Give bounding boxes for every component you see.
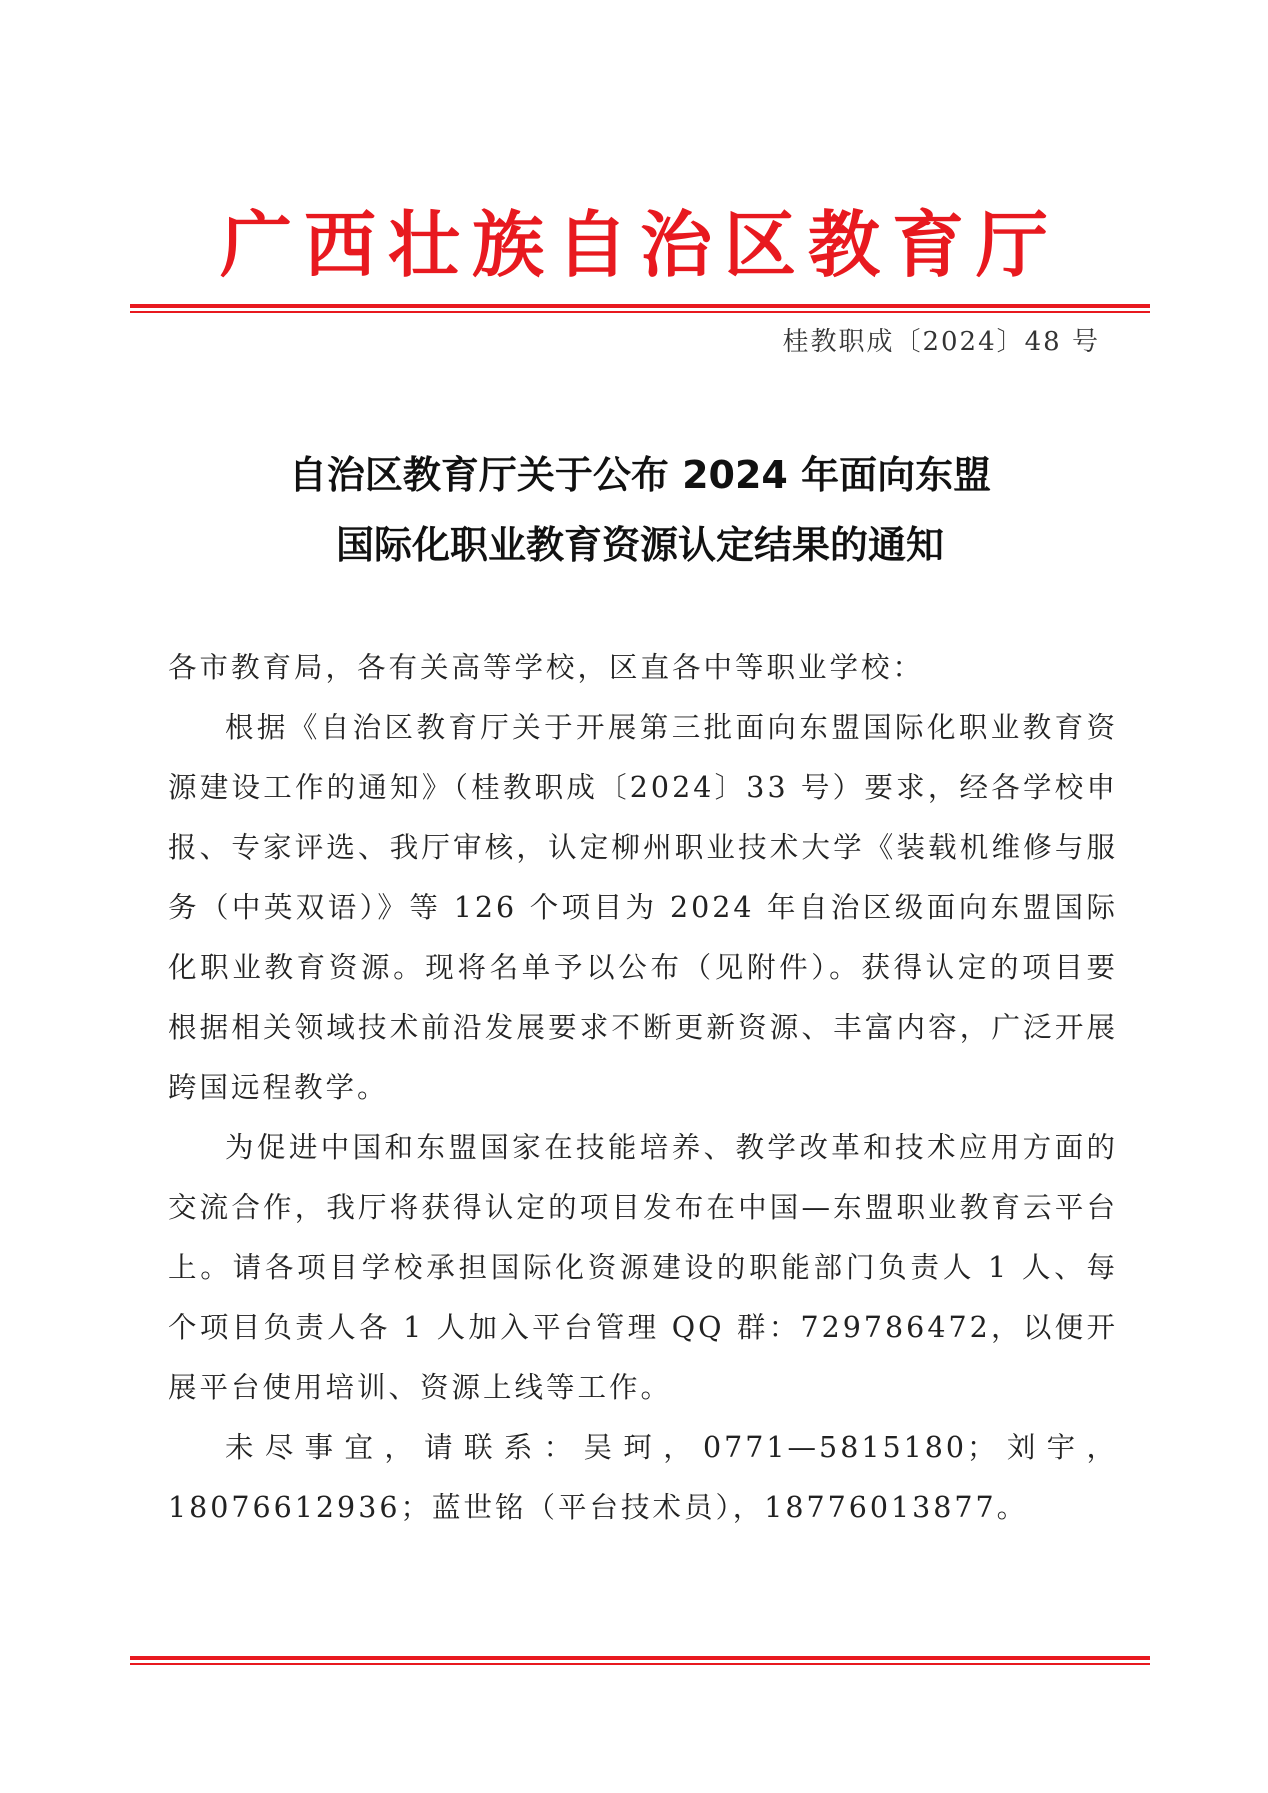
body-paragraph-3: 未尽事宜，请联系：吴珂，0771—5815180；刘宇，18076612936；蓝世铭（平台技术员），18776013877。 <box>168 1431 1118 1524</box>
document-number: 桂教职成〔2024〕48 号 <box>782 327 1100 357</box>
footer-red-rule <box>130 1656 1150 1665</box>
body-paragraph-1: 根据《自治区教育厅关于开展第三批面向东盟国际化职业教育资源建设工作的通知》（桂教职成〔2024〕33 号）要求，经各学校申报、专家评选、我厅审核，认定柳州职业技术大学《装载机维修与服务（中英双语）》等 126 个项目为 2024 年自治区级面向东盟国际化职业教育资源。现将名单予以公布（见附件）。获得认定的项目要根据相关领域技术前沿发展要求不断更新资源、丰富内容，广泛开展跨国远程教学。 <box>168 711 1118 1104</box>
document-title-line-2: 国际化职业教育资源认定结果的通知 <box>335 523 944 567</box>
document-title <box>130 440 1150 580</box>
document-body <box>168 638 1118 1538</box>
salutation: 各市教育局，各有关高等学校，区直各中等职业学校： <box>168 651 925 684</box>
body-paragraph-2: 为促进中国和东盟国家在技能培养、教学改革和技术应用方面的交流合作，我厅将获得认定的项目发布在中国—东盟职业教育云平台上。请各项目学校承担国际化资源建设的职能部门负责人 1 人、每个项目负责人各 1 人加入平台管理 QQ 群：729786472，以便开展平台使用培训、资源上线等工作。 <box>168 1131 1118 1404</box>
issuer-masthead: 广西壮族自治区教育厅 <box>219 203 1060 287</box>
header-red-rule <box>130 304 1150 313</box>
document-title-line-1: 自治区教育厅关于公布 2024 年面向东盟 <box>288 453 992 497</box>
